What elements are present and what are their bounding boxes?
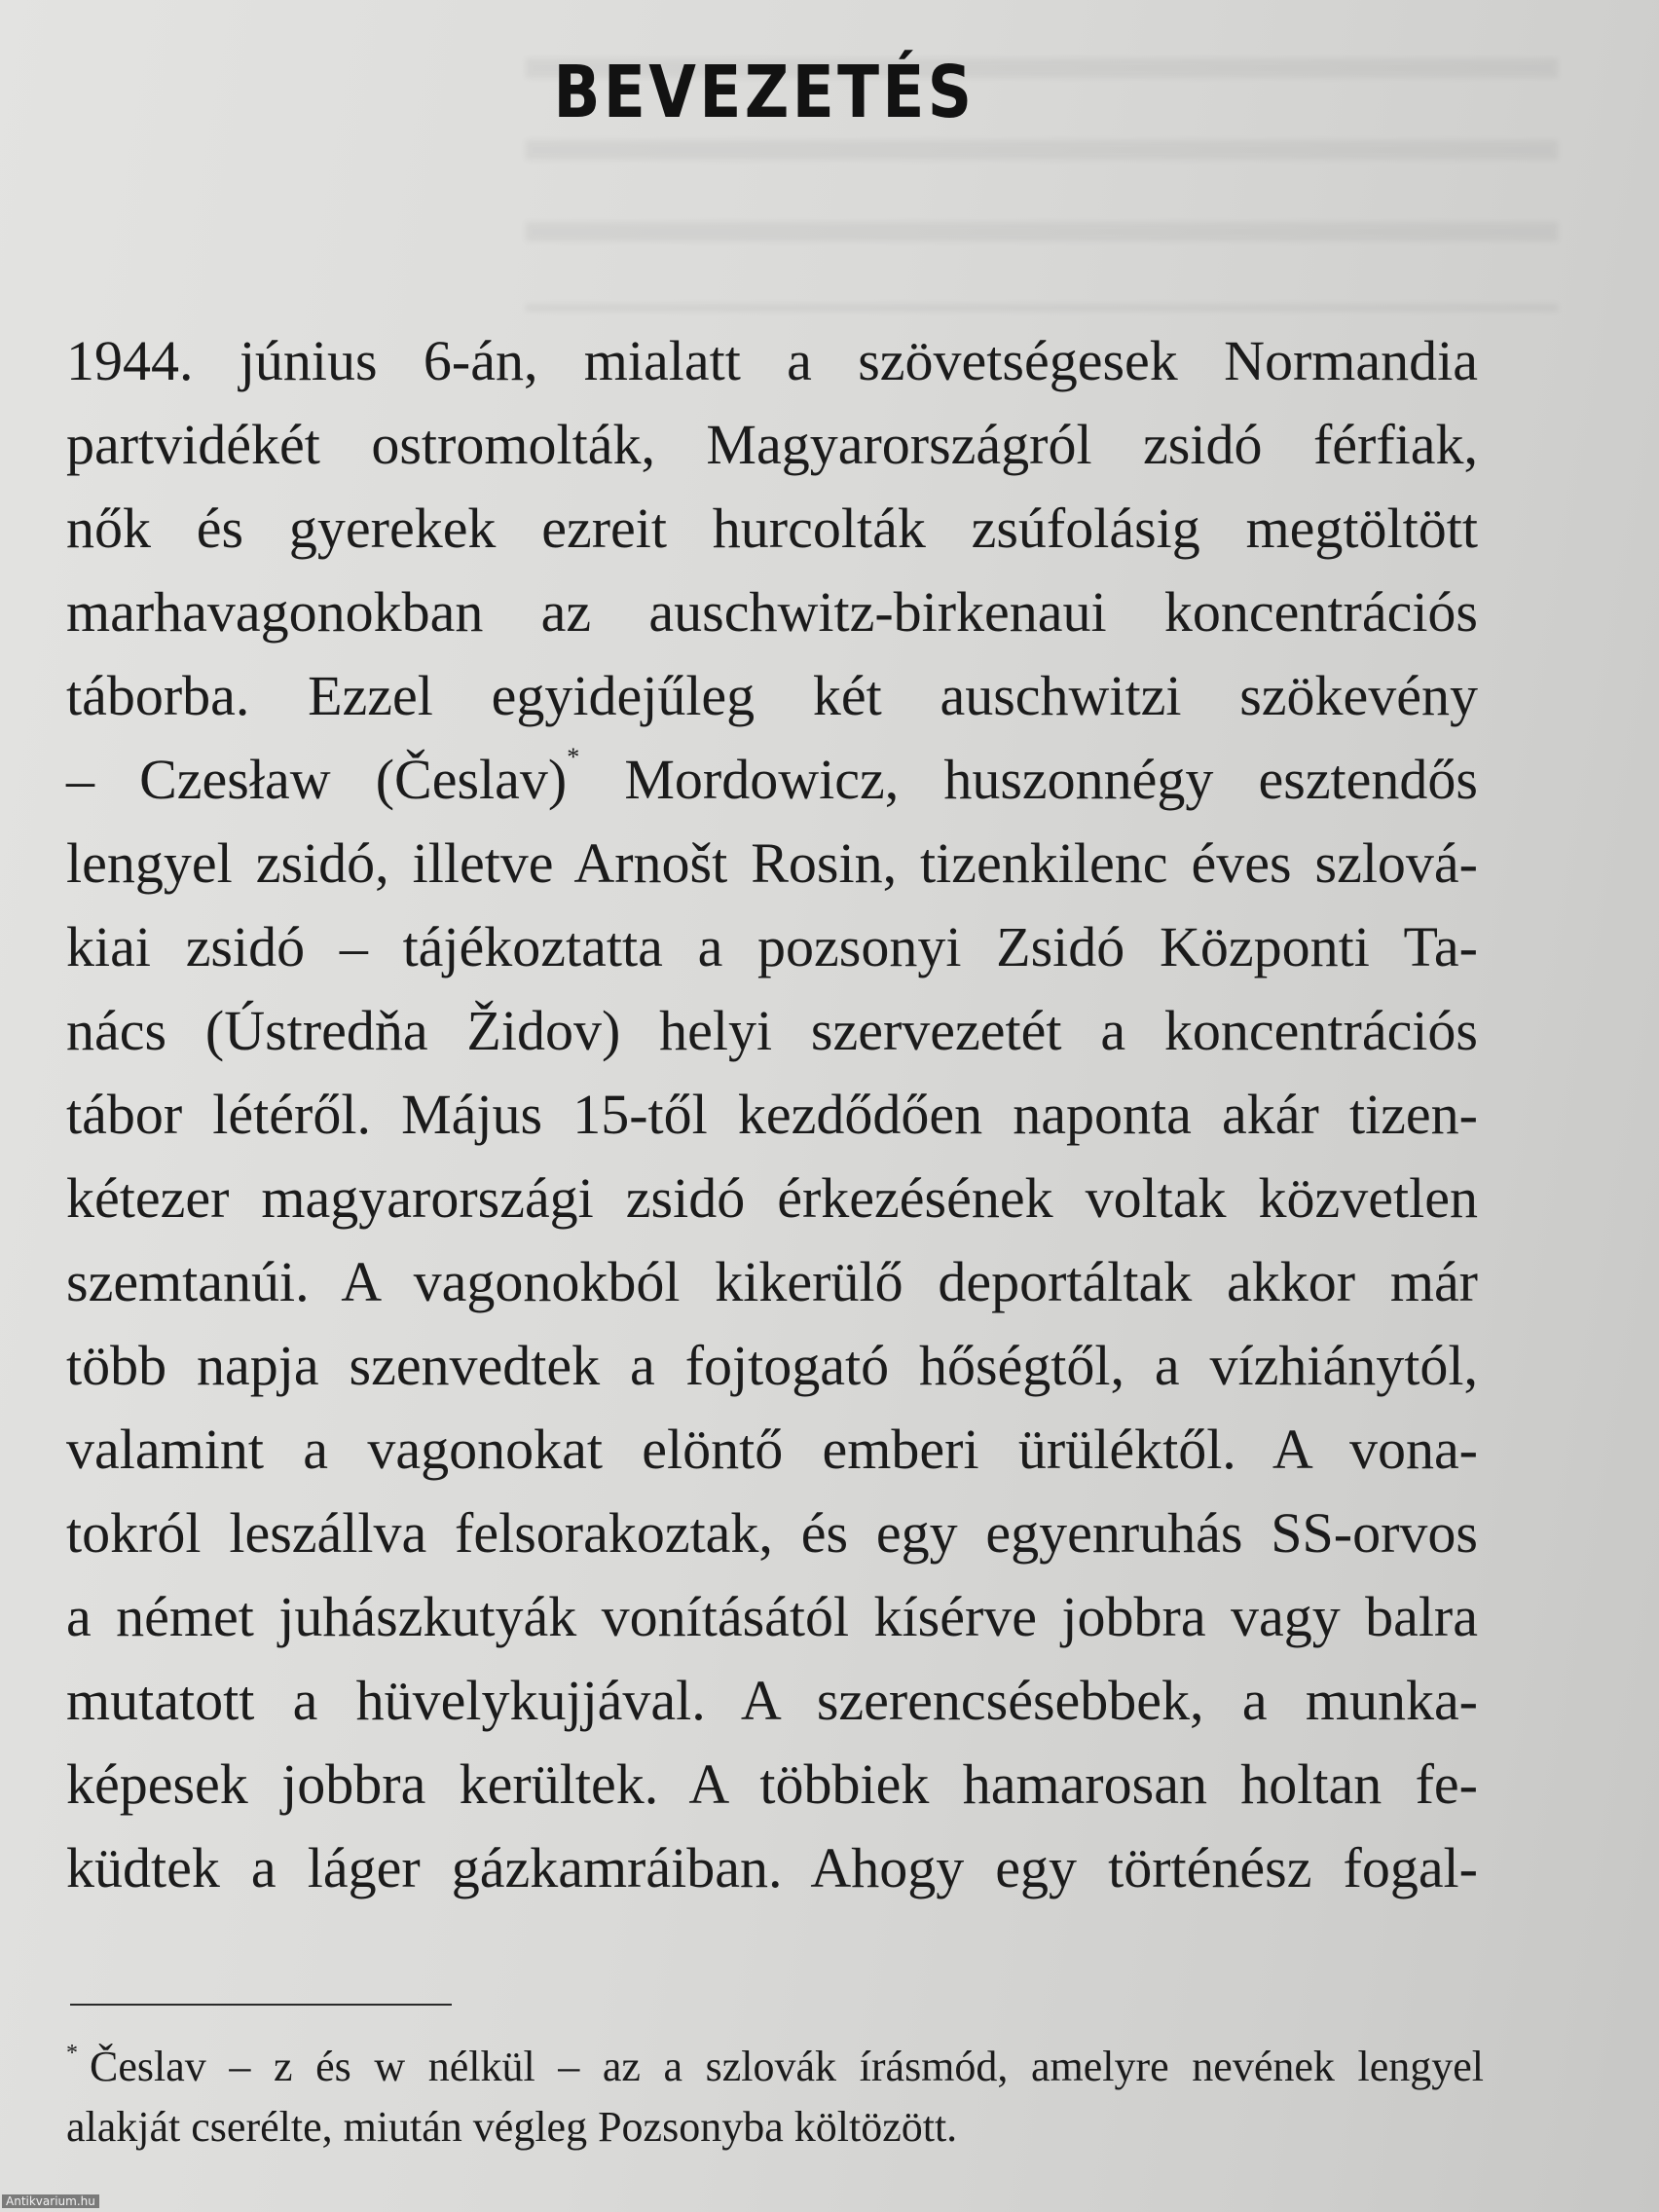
body-line-13: több napja szenvedtek a fojtogató hőségtől, a vízhiánytól, [66, 1334, 1478, 1397]
body-line-7: lengyel zsidó, illetve Arnošt Rosin, tizenkilenc éves szlová- [66, 831, 1478, 895]
footnote-reference-mark: * [567, 743, 580, 771]
body-line-14: valamint a vagonokat elöntő emberi ürüléktől. A vona- [66, 1418, 1478, 1481]
body-line-17: mutatott a hüvelykujjával. A szerencsésebbek, a munka- [66, 1669, 1478, 1732]
body-line-2: partvidékét ostromolták, Magyarországról zsidó férfiak, [66, 413, 1478, 476]
body-line-16: a német juhászkutyák vonításától kísérve jobbra vagy balra [66, 1585, 1478, 1648]
chapter-heading: BEVEZETÉS [553, 51, 976, 134]
footnote-divider [70, 2004, 452, 2006]
body-line-10: tábor létéről. Május 15-től kezdődően naponta akár tizen- [66, 1083, 1478, 1146]
footnote [66, 2037, 1484, 2157]
body-line-3: nők és gyerekek ezreit hurcolták zsúfolásig megtöltött [66, 497, 1478, 560]
footnote-line-1 [66, 2037, 1484, 2097]
body-line-5: táborba. Ezzel egyidejűleg két auschwitzi szökevény [66, 664, 1478, 727]
body-line-6-start: – Czesław (Česlav) [66, 748, 568, 811]
watermark-label: Antikvarium.hu [2, 2194, 99, 2208]
body-line-8: kiai zsidó – tájékoztatta a pozsonyi Zsidó Központi Ta- [66, 915, 1478, 978]
footnote-line-2: alakját cserélte, miután végleg Pozsonyba költözött. [66, 2103, 958, 2151]
footnote-marker: * [66, 2041, 78, 2066]
body-line-11: kétezer magyarországi zsidó érkezésének voltak közvetlen [66, 1166, 1478, 1230]
footnote-line-1-text: Česlav – z és w nélkül – az a szlovák írásmód, amelyre nevének lengyel [90, 2043, 1484, 2090]
body-line-18: képesek jobbra kerültek. A többiek hamarosan holtan fe- [66, 1752, 1478, 1816]
body-line-12: szemtanúi. A vagonokból kikerülő deportáltak akkor már [66, 1250, 1478, 1313]
body-line-15: tokról leszállva felsorakoztak, és egy egyenruhás SS-orvos [66, 1501, 1478, 1565]
body-paragraph [66, 319, 1478, 1910]
body-line-6-end: Mordowicz, huszonnégy esztendős [579, 748, 1478, 811]
body-line-19: küdtek a láger gázkamráiban. Ahogy egy történész fogal- [66, 1836, 1478, 1899]
body-line-6 [66, 738, 1478, 822]
body-line-9: nács (Ústredňa Židov) helyi szervezetét a koncentrációs [66, 999, 1478, 1062]
body-line-1: 1944. június 6-án, mialatt a szövetségesek Normandia [66, 329, 1478, 392]
body-line-4: marhavagonokban az auschwitz-birkenaui koncentrációs [66, 580, 1478, 644]
